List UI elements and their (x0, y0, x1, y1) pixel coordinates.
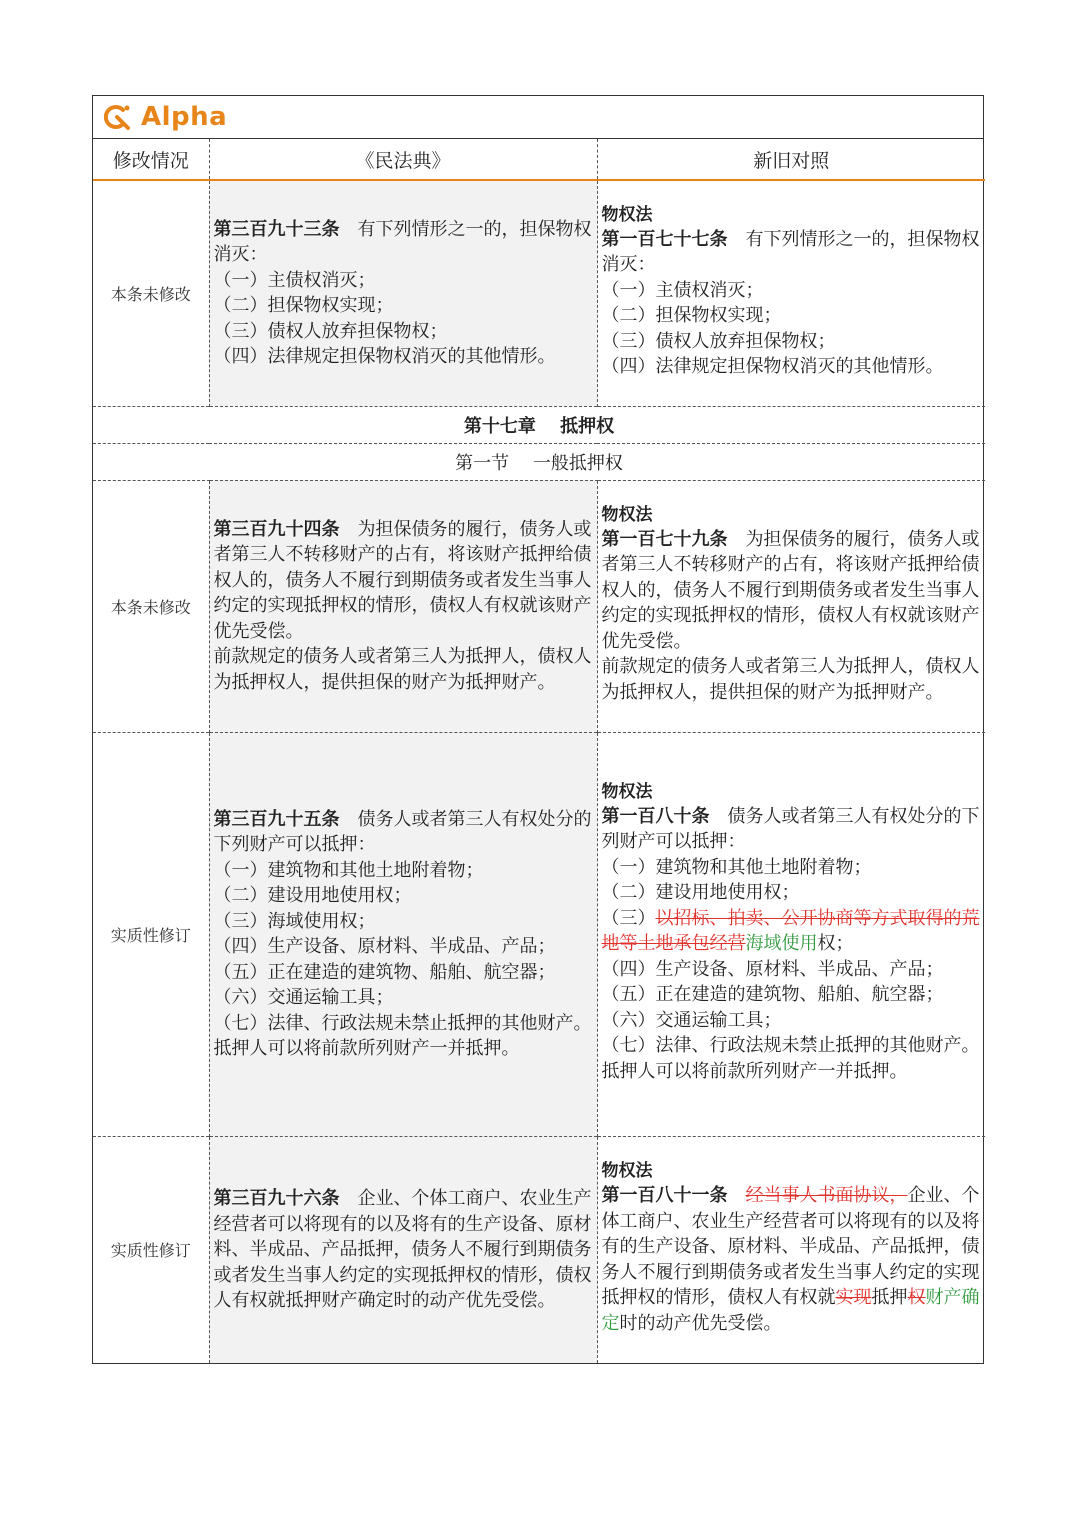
law-name: 物权法 (601, 1161, 653, 1182)
article-text: 有下列情形之一的，担保物权消灭： (601, 228, 980, 276)
old-law-cell (597, 480, 985, 732)
table-row (93, 180, 985, 406)
article-text: 为担保债务的履行，债务人或者第三人不转移财产的占有，将该财产抵押给债权人的，债务人不履行到期债务或者发生当事人约定的实现抵押权的情形，债权人有权就该财产优先受偿。 (601, 528, 980, 652)
chapter-row (93, 406, 985, 443)
article-text: 为担保债务的履行，债务人或者第三人不转移财产的占有，将该财产抵押给债权人的，债务人不履行到期债务或者发生当事人约定的实现抵押权的情形，债权人有权就该财产优先受偿。 (213, 518, 592, 642)
article-text: （一）建筑物和其他土地附着物； (213, 859, 484, 881)
article-number: 第一百八十一条 (601, 1185, 728, 1207)
item-suffix: 权； (817, 933, 854, 955)
article-text: （三）债权人放弃担保物权； (213, 320, 448, 342)
article-text: （四）法律规定担保物权消灭的其他情形。 (213, 346, 556, 368)
article-text: 有下列情形之一的，担保物权消灭： (213, 218, 592, 266)
civil-code-cell (209, 480, 597, 732)
old-law-cell (597, 1136, 985, 1363)
law-name: 物权法 (601, 204, 653, 225)
alpha-logo-icon (101, 102, 131, 132)
status-cell: 实质性修订 (93, 732, 209, 1136)
article-number: 第三百九十五条 (213, 808, 340, 830)
comparison-sheet (92, 95, 984, 1364)
article-text: 企业、个体工商户、农业生产经营者可以将现有的以及将有的生产设备、原材料、半成品、产品抵押，债务人不履行到期债务或者发生当事人约定的实现抵押权的情形，债权人有权就抵押财产确定时的动产优先受偿。 (213, 1188, 592, 1311)
table-row (93, 1136, 985, 1363)
logo-text: Alpha (141, 102, 228, 132)
section-row (93, 443, 985, 480)
article-text: 抵押人可以将前款所列财产一并抵押。 (601, 1060, 908, 1082)
article-text: （四）法律规定担保物权消灭的其他情形。 (601, 356, 944, 378)
article-text: 抵押 (871, 1287, 908, 1309)
article-text: （五）正在建造的建筑物、船舶、航空器； (213, 961, 556, 983)
article-text: 时的动产优先受偿。 (619, 1312, 782, 1334)
article-text: （四）生产设备、原材料、半成品、产品； (601, 958, 944, 980)
header-civil-code: 《民法典》 (209, 139, 597, 180)
deleted-text: 以招标、拍卖、公开协商等方式取得的荒地等土地承包经营 (601, 907, 980, 955)
chapter-title: 第十七章 抵押权 (93, 406, 985, 443)
article-text: （二）担保物权实现； (213, 295, 394, 317)
section-title: 第一节 一般抵押权 (93, 443, 985, 480)
old-law-cell (597, 180, 985, 406)
table-row (93, 732, 985, 1136)
article-text: （三）债权人放弃担保物权； (601, 330, 836, 352)
law-name: 物权法 (601, 504, 653, 525)
civil-code-cell (209, 732, 597, 1136)
article-text: 前款规定的债务人或者第三人为抵押人，债权人为抵押权人，提供担保的财产为抵押财产。 (213, 646, 592, 693)
article-text: 企业、个体工商户、农业生产经营者可以将现有的以及将有的生产设备、原材料、半成品、产品抵押，债务人不履行到期债务或者发生当事人约定的实现抵押权的情形，债权人有权就 (601, 1185, 980, 1309)
old-law-cell (597, 732, 985, 1136)
logo-bar (93, 96, 983, 139)
status-cell: 本条未修改 (93, 480, 209, 732)
article-text: （六）交通运输工具； (601, 1009, 782, 1031)
article-number: 第三百九十三条 (213, 218, 340, 240)
article-text: 债务人或者第三人有权处分的下列财产可以抵押： (601, 805, 980, 853)
article-number: 第一百七十九条 (601, 528, 728, 550)
status-cell: 实质性修订 (93, 1136, 209, 1363)
deleted-text: 权 (907, 1287, 926, 1309)
article-text: （二）担保物权实现； (601, 305, 782, 327)
article-number: 第一百七十七条 (601, 228, 728, 250)
article-number: 第三百九十六条 (213, 1188, 340, 1209)
civil-code-cell (209, 1136, 597, 1363)
item-prefix: （三） (601, 907, 656, 929)
article-text: （七）法律、行政法规未禁止抵押的其他财产。 (213, 1012, 592, 1034)
article-text: 债务人或者第三人有权处分的下列财产可以抵押： (213, 808, 592, 855)
article-text: （七）法律、行政法规未禁止抵押的其他财产。 (601, 1035, 980, 1057)
article-number: 第一百八十条 (601, 805, 710, 827)
deleted-text: 实现 (835, 1287, 872, 1309)
status-cell: 本条未修改 (93, 180, 209, 406)
article-text: （五）正在建造的建筑物、船舶、航空器； (601, 984, 944, 1006)
header-row (93, 139, 985, 180)
article-text: （三）海域使用权； (213, 910, 376, 932)
comparison-table (93, 139, 985, 1363)
civil-code-cell (209, 180, 597, 406)
article-number: 第三百九十四条 (213, 518, 340, 540)
amended-item (602, 906, 982, 957)
deleted-text: 经当事人书面协议， (745, 1185, 908, 1207)
article-text: （一）主债权消灭； (601, 279, 764, 301)
table-row (93, 480, 985, 732)
header-comparison: 新旧对照 (597, 139, 985, 180)
article-text: （一）建筑物和其他土地附着物； (601, 856, 872, 878)
inserted-text: 财产确定 (601, 1287, 980, 1334)
law-name: 物权法 (601, 781, 653, 802)
article-text: 抵押人可以将前款所列财产一并抵押。 (213, 1038, 520, 1059)
article-text: 前款规定的债务人或者第三人为抵押人，债权人为抵押权人，提供担保的财产为抵押财产。 (601, 656, 980, 703)
inserted-text: 海域使用 (745, 933, 818, 955)
article-text: （一）主债权消灭； (213, 269, 376, 291)
article-text: （六）交通运输工具； (213, 987, 394, 1008)
article-text: （二）建设用地使用权； (213, 885, 412, 906)
header-status: 修改情况 (93, 139, 209, 180)
article-text: （四）生产设备、原材料、半成品、产品； (213, 936, 556, 957)
article-text: （二）建设用地使用权； (601, 882, 800, 904)
